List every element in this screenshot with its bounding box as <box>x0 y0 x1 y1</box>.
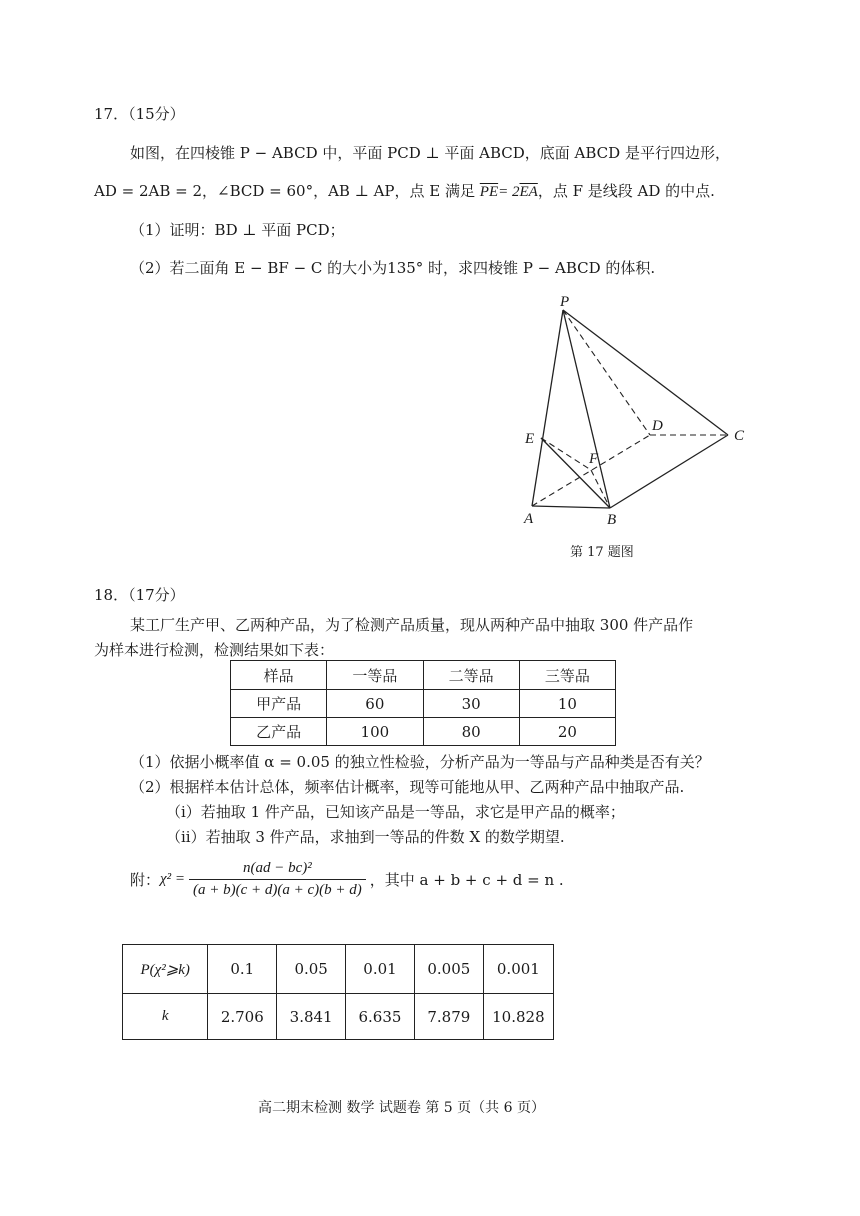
q17-intro-line2 <box>94 180 715 201</box>
table-row-label: k <box>123 994 208 1040</box>
q18-part1: （1）依据小概率值 α = 0.05 的独立性检验，分析产品为一等品与产品种类是否有关？ <box>130 753 710 771</box>
table-header-cell: 二等品 <box>423 661 519 690</box>
table-row <box>123 945 554 994</box>
product-quality-table <box>230 660 616 746</box>
critical-value-table <box>122 944 554 1040</box>
table-cell: 3.841 <box>277 994 346 1040</box>
q18-header: 18．（17分） <box>94 586 185 604</box>
table-row-label: P(χ²⩾k) <box>123 945 208 994</box>
table-cell: 0.001 <box>483 945 553 994</box>
table-row <box>231 718 616 746</box>
edge-bc <box>610 435 728 508</box>
label-b: B <box>607 512 617 528</box>
table-cell: 80 <box>423 718 519 746</box>
table-cell: 30 <box>423 690 519 718</box>
table-header-cell: 样品 <box>231 661 327 690</box>
table-cell: 甲产品 <box>231 690 327 718</box>
q17-intro-line1: 如图，在四棱锥 P − ABCD 中，平面 PCD ⊥ 平面 ABCD，底面 ABCD 是平行四边形， <box>130 144 730 162</box>
edge-eb <box>541 438 610 508</box>
table-cell: 0.1 <box>208 945 277 994</box>
formula-denominator: (a + b)(c + d)(a + c)(b + d) <box>192 882 362 898</box>
formula-fraction <box>189 860 366 899</box>
table-cell: 10.828 <box>483 994 553 1040</box>
q17-part2: （2）若二面角 E − BF − C 的大小为135° 时，求四棱锥 P − ABCD 的体积. <box>130 259 656 277</box>
table-header-cell: 三等品 <box>519 661 615 690</box>
label-e: E <box>525 431 535 447</box>
edge-pd <box>563 310 650 435</box>
table-cell: 10 <box>519 690 615 718</box>
q17-intro-line2b: ，点 F 是线段 AD 的中点. <box>537 182 715 200</box>
q17-intro-line2a: AD = 2AB = 2，∠BCD = 60°，AB ⊥ AP，点 E 满足 <box>94 182 475 200</box>
q18-sub-i: （i）若抽取 1 件产品，已知该产品是一等品，求它是甲产品的概率； <box>166 803 625 821</box>
table-cell: 7.879 <box>414 994 483 1040</box>
table-cell: 0.005 <box>414 945 483 994</box>
q17-header: 17．（15分） <box>94 105 185 123</box>
edge-ef <box>541 438 591 470</box>
table-cell: 60 <box>327 690 423 718</box>
edge-ab <box>532 506 610 508</box>
table-cell: 6.635 <box>346 994 415 1040</box>
label-a: A <box>524 511 534 527</box>
chi-square-formula <box>130 860 564 899</box>
figure-caption: 第 17 题图 <box>570 545 634 560</box>
label-f: F <box>589 451 599 467</box>
table-header-row <box>231 661 616 690</box>
q18-part2: （2）根据样本估计总体，频率估计概率，现等可能地从甲、乙两种产品中抽取产品. <box>130 778 685 796</box>
table-cell: 乙产品 <box>231 718 327 746</box>
q18-intro-line2: 为样本进行检测，检测结果如下表： <box>94 641 335 659</box>
table-cell: 0.01 <box>346 945 415 994</box>
q17-part1: （1）证明：BD ⊥ 平面 PCD； <box>130 221 345 239</box>
vector-ea: $\overline{EA}$ <box>519 184 538 200</box>
edge-pa <box>532 310 563 506</box>
edge-fb <box>591 470 610 508</box>
page-footer: 高二期末检测 数学 试题卷 第 5 页（共 6 页） <box>258 1100 545 1116</box>
vector-equation: = 2 <box>498 184 520 200</box>
q18-intro-line1: 某工厂生产甲、乙两种产品，为了检测产品质量，现从两种产品中抽取 300 件产品作 <box>130 616 694 634</box>
label-d: D <box>652 418 663 434</box>
table-cell: 100 <box>327 718 423 746</box>
table-cell: 0.05 <box>277 945 346 994</box>
formula-prefix: 附： <box>130 871 161 889</box>
formula-lhs: χ² = <box>160 871 185 887</box>
table-cell: 20 <box>519 718 615 746</box>
vector-pe: $\overline{PE}$ <box>479 184 499 200</box>
label-c: C <box>734 428 745 444</box>
label-p: P <box>560 294 570 310</box>
formula-numerator: n(ad − bc)² <box>189 860 366 880</box>
table-row <box>231 690 616 718</box>
table-row <box>123 994 554 1040</box>
table-header-cell: 一等品 <box>327 661 423 690</box>
table-cell: 2.706 <box>208 994 277 1040</box>
q18-sub-ii: （ii）若抽取 3 件产品，求抽到一等品的件数 X 的数学期望. <box>166 828 565 846</box>
formula-suffix: ，其中 a + b + c + d = n . <box>369 871 564 889</box>
pyramid-figure <box>510 290 760 535</box>
